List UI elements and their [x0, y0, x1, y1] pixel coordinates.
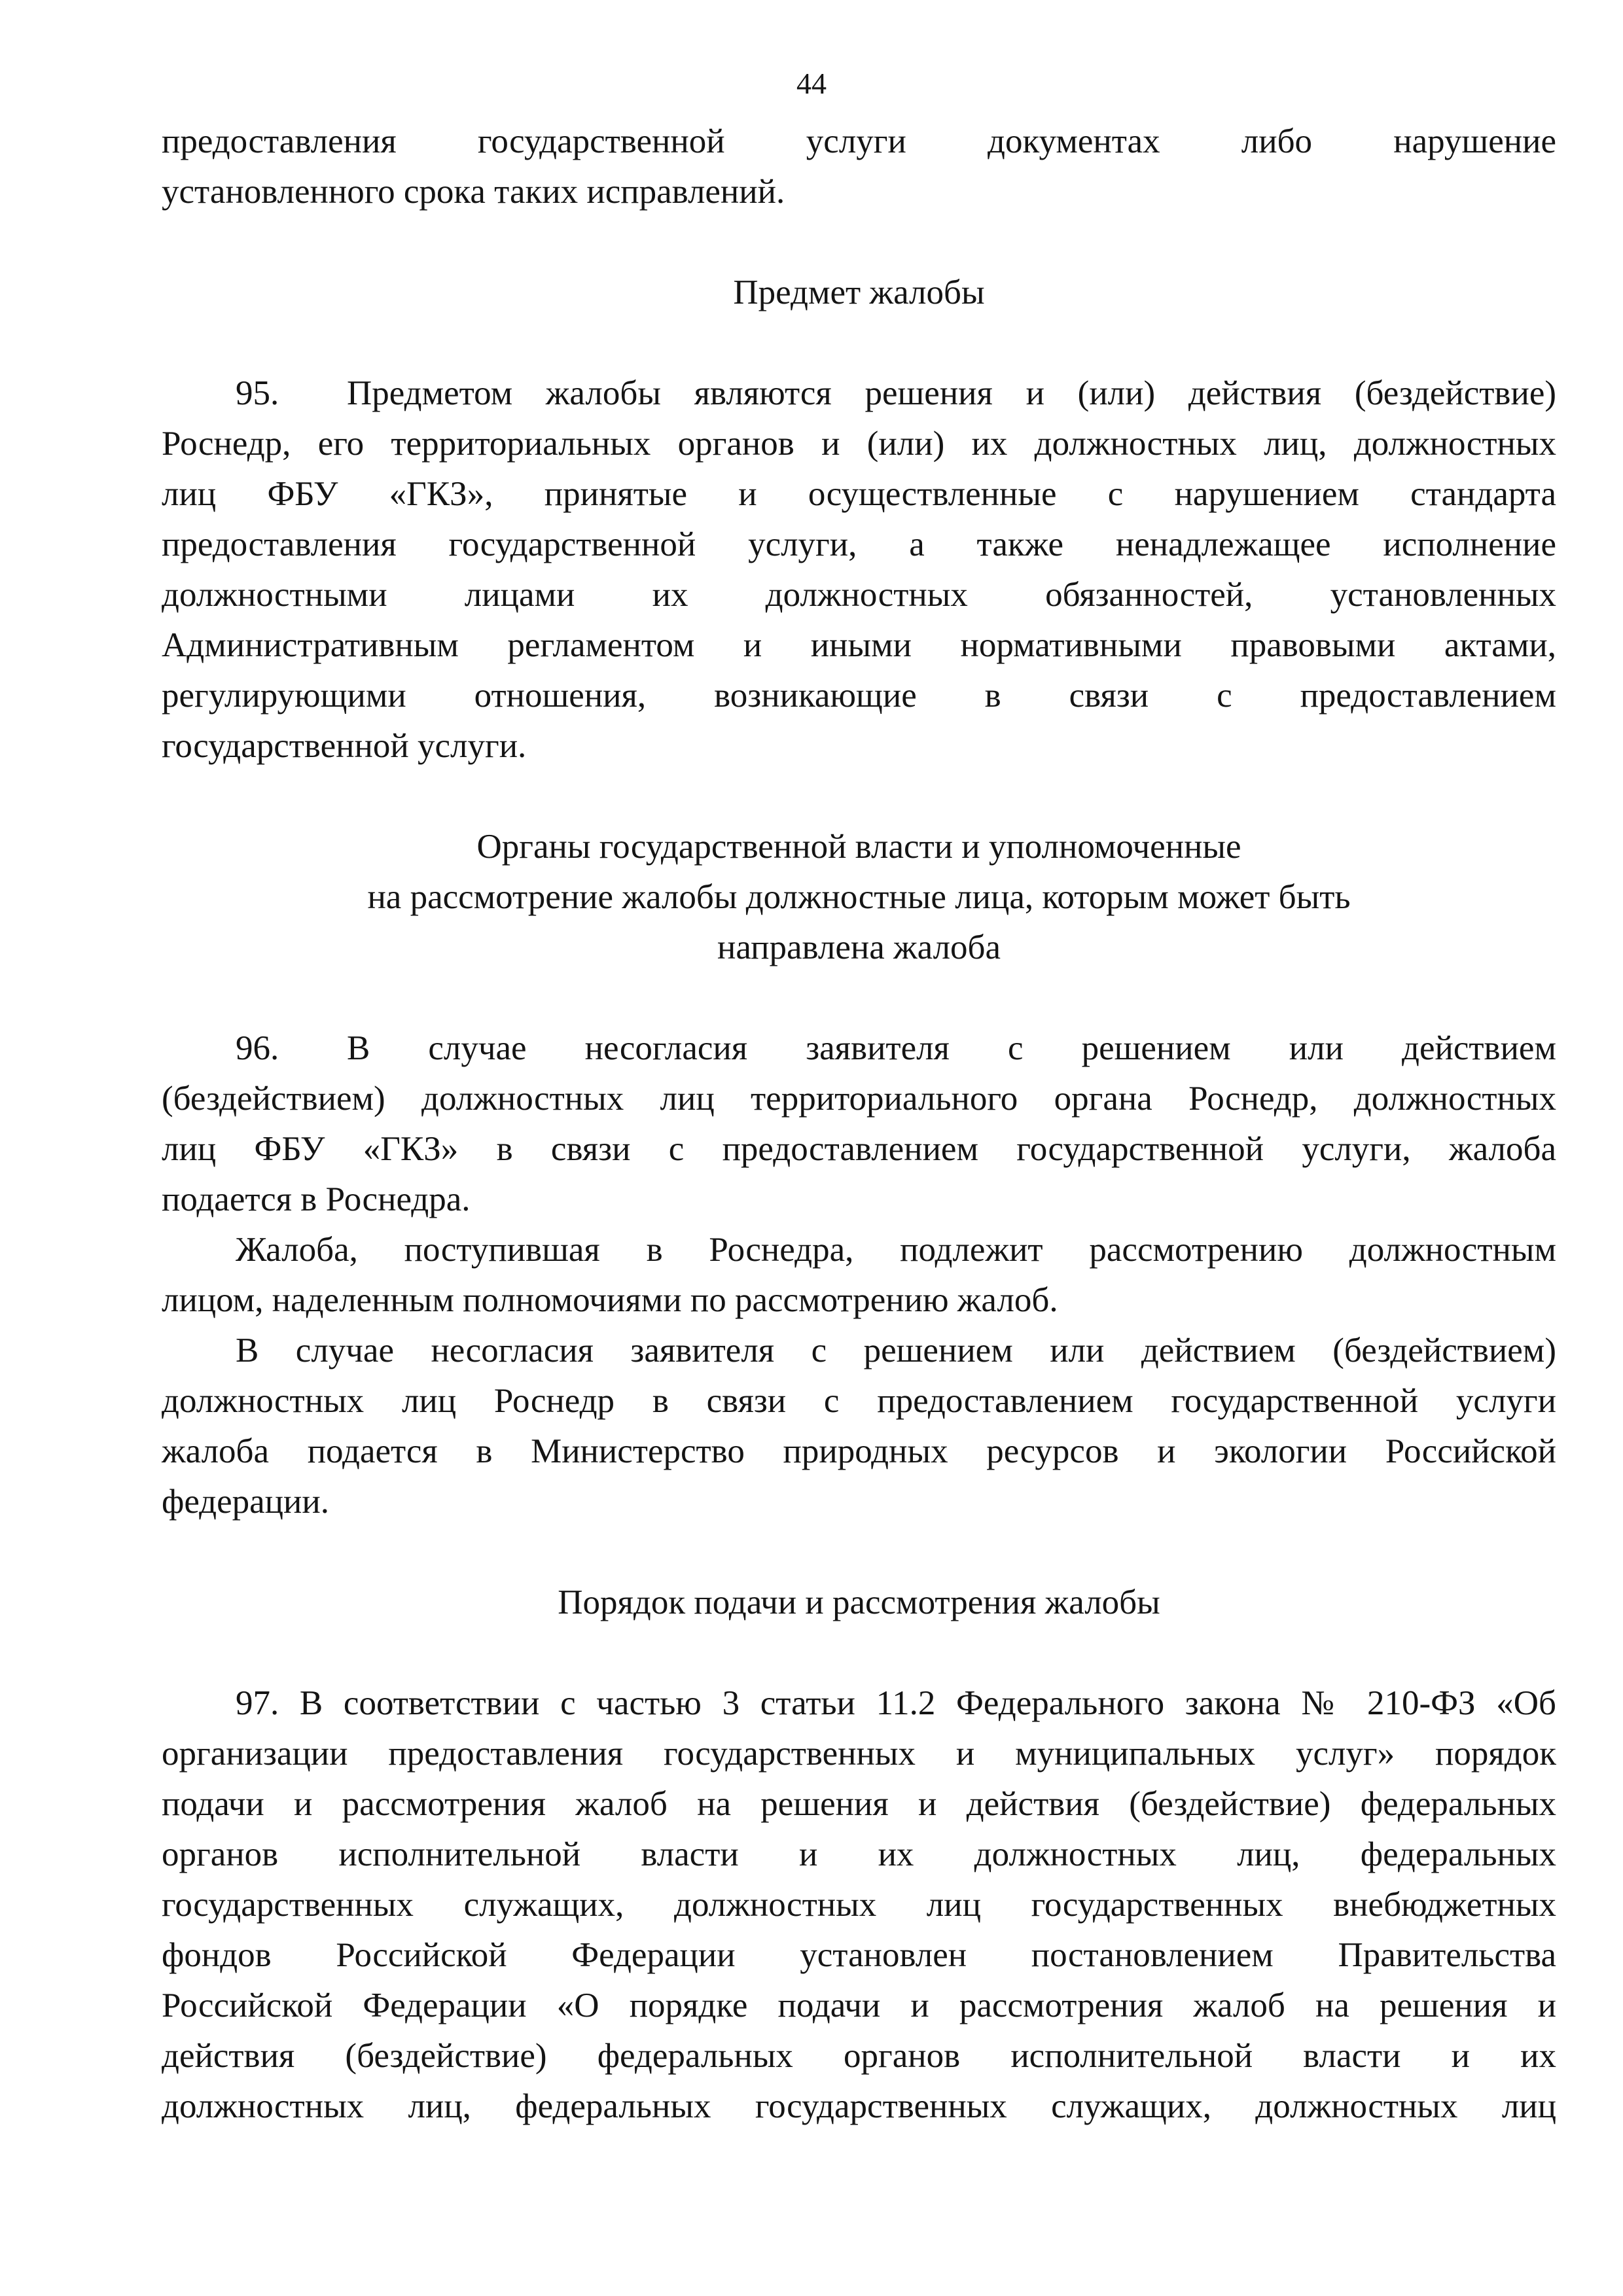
section-heading-procedure: Порядок подачи и рассмотрения жалобы	[558, 1583, 1160, 1621]
text-line: Роснедр, его территориальных органов и (или) их должностных лиц, должностных	[162, 425, 1556, 463]
text-fragment: Предметом жалобы являются решения и (или) действия (бездействие)	[347, 374, 1556, 412]
text-line: подается в Роснедра.	[162, 1180, 471, 1218]
document-body	[162, 116, 1556, 2132]
paragraph-96-complaint-review	[162, 1225, 1556, 1326]
text-line: (бездействием) должностных лиц территориального органа Роснедр, должностных	[162, 1080, 1556, 1118]
text-line: В случае несогласия заявителя с решением или действием (бездействием)	[236, 1332, 1556, 1369]
heading-line: направлена жалоба	[717, 928, 1001, 966]
page-number: 44	[796, 67, 827, 100]
text-line	[162, 368, 1556, 419]
text-line: лицом, наделенным полномочиями по рассмотрению жалоб.	[162, 1281, 1058, 1319]
text-line: органов исполнительной власти и их должностных лиц, федеральных	[162, 1835, 1556, 1873]
paragraph-intro	[162, 116, 1556, 217]
text-line: лиц ФБУ «ГКЗ», принятые и осуществленные с нарушением стандарта	[162, 475, 1556, 513]
text-line: жалоба подается в Министерство природных ресурсов и экологии Российской	[162, 1432, 1556, 1470]
text-line: 97. В соответствии с частью 3 статьи 11.2 Федерального закона № 210-ФЗ «Об	[236, 1684, 1556, 1722]
text-line: регулирующими отношения, возникающие в связи с предоставлением	[162, 677, 1556, 715]
paragraph-96	[162, 1023, 1556, 1225]
text-line: должностными лицами их должностных обязанностей, установленных	[162, 576, 1556, 614]
text-line: предоставления государственной услуги документах либо нарушение	[162, 122, 1556, 160]
text-line: должностных лиц, федеральных государственных служащих, должностных лиц	[162, 2087, 1556, 2125]
paragraph-number: 96.	[236, 1029, 279, 1067]
text-line	[162, 1023, 1556, 1074]
text-line: Жалоба, поступившая в Роснедра, подлежит рассмотрению должностным	[236, 1231, 1556, 1269]
text-line: государственных служащих, должностных лиц государственных внебюджетных	[162, 1886, 1556, 1924]
text-line: фондов Российской Федерации установлен постановлением Правительства	[162, 1936, 1556, 1974]
paragraph-95	[162, 368, 1556, 771]
text-line: установленного срока таких исправлений.	[162, 173, 785, 211]
text-line: предоставления государственной услуги, а также ненадлежащее исполнение	[162, 525, 1556, 563]
text-line: лиц ФБУ «ГКЗ» в связи с предоставлением государственной услуги, жалоба	[162, 1130, 1556, 1168]
text-line: государственной услуги.	[162, 727, 527, 765]
text-line: организации предоставления государственных и муниципальных услуг» порядок	[162, 1735, 1556, 1773]
paragraph-97	[162, 1678, 1556, 2132]
paragraph-number: 95.	[236, 374, 279, 412]
text-line: действия (бездействие) федеральных органов исполнительной власти и их	[162, 2037, 1556, 2075]
text-line: подачи и рассмотрения жалоб на решения и действия (бездействие) федеральных	[162, 1785, 1556, 1823]
text-fragment: В случае несогласия заявителя с решением или действием	[347, 1029, 1556, 1067]
heading-line: Органы государственной власти и уполномоченные	[476, 828, 1241, 866]
heading-line: на рассмотрение жалобы должностные лица, которым может быть	[367, 878, 1351, 916]
text-line: федерации.	[162, 1483, 330, 1521]
section-heading-subject: Предмет жалобы	[733, 274, 985, 311]
paragraph-96-ministry	[162, 1326, 1556, 1527]
section-heading-bodies	[162, 822, 1556, 973]
text-line: Административным регламентом и иными нормативными правовыми актами,	[162, 626, 1556, 664]
text-line: Российской Федерации «О порядке подачи и рассмотрения жалоб на решения и	[162, 1987, 1556, 2024]
text-line: должностных лиц Роснедр в связи с предоставлением государственной услуги	[162, 1382, 1556, 1420]
